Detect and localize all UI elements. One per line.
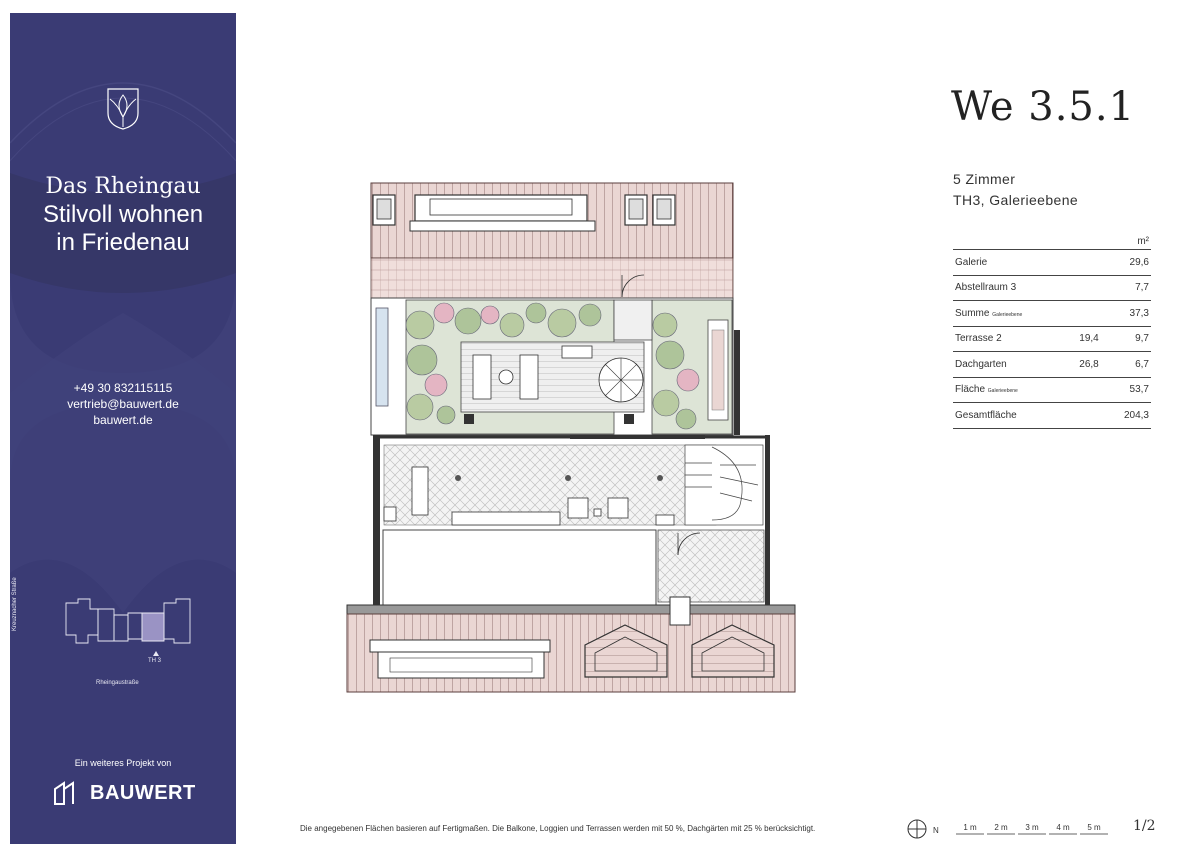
gallery-floor: [377, 437, 767, 607]
area-label-text: Dachgarten: [955, 358, 1007, 370]
roof-bottom: [347, 597, 795, 692]
sidebar: [10, 13, 236, 844]
scale-label: 1 m: [963, 823, 977, 832]
area-row: [953, 250, 1151, 276]
project-by-text: Ein weiteres Projekt von: [74, 758, 172, 768]
das-rheingau-logo: [106, 87, 140, 131]
unit-summary: [953, 169, 1078, 211]
website-link[interactable]: bauwert.de: [93, 413, 153, 427]
scale-label: 2 m: [994, 823, 1008, 832]
area-row: [953, 403, 1151, 429]
area-label-text: Terrasse 2: [955, 333, 1002, 345]
area-footnote: Die angegebenen Flächen basieren auf Fertigmaßen. Die Balkone, Loggien und Terrassen werden mit 50 %, Dachgärten mit 25 % berücksichtigt.: [300, 824, 816, 833]
area-gross-value: [1057, 301, 1109, 327]
phone-number[interactable]: +49 30 832115115: [73, 381, 173, 395]
area-value: 6,7: [1109, 352, 1151, 378]
area-row-label: [953, 377, 1057, 403]
room-count: 5 Zimmer: [953, 171, 1016, 187]
area-value: 29,6: [1109, 250, 1151, 276]
bauwert-mark-icon: [54, 781, 84, 805]
area-row: [953, 352, 1151, 378]
area-row-label: [953, 275, 1057, 301]
scale-label: 5 m: [1087, 823, 1101, 832]
site-location-map: [38, 589, 208, 709]
page-number: 1/2: [1133, 818, 1156, 834]
unit-location-label: TH 3: [148, 658, 162, 664]
scale-label: 3 m: [1025, 823, 1039, 832]
terrace-deck: [461, 342, 644, 424]
roof-strip: [371, 258, 733, 298]
area-label-text: Summe: [955, 307, 990, 319]
area-table: [953, 227, 1151, 429]
roof-top: [371, 183, 733, 258]
area-row-label: [953, 250, 1057, 276]
area-value: 204,3: [1109, 403, 1151, 429]
area-label-text: Galerie: [955, 256, 988, 268]
area-gross-value: [1057, 403, 1109, 429]
area-label-text: Abstellraum 3: [955, 282, 1017, 294]
sidebar-arch-pattern: [10, 13, 236, 844]
scale-bar: [956, 823, 1108, 834]
area-row-label: [953, 301, 1057, 327]
brand-name: BAUWERT: [90, 781, 196, 804]
area-label-text: Gesamtfläche: [955, 409, 1017, 421]
area-row-label: [953, 403, 1057, 429]
area-value: 37,3: [1109, 301, 1151, 327]
unit-title: We 3.5.1: [951, 84, 1136, 130]
area-row: [953, 301, 1151, 327]
bauwert-logo: [54, 781, 196, 805]
street-label-bottom: Rheingaustraße: [96, 680, 139, 686]
email-link[interactable]: vertrieb@bauwert.de: [67, 397, 179, 411]
area-table-header: [953, 227, 1151, 250]
area-row-label: [953, 352, 1057, 378]
area-value: 53,7: [1109, 377, 1151, 403]
claim-line-3: in Friedenau: [56, 229, 190, 256]
street-label-side: Kreuznacher Straße: [12, 577, 18, 631]
scale-label: 4 m: [1056, 823, 1070, 832]
unit-level: TH3, Galerieebene: [953, 192, 1079, 208]
area-label-subscript: Galerieebene: [992, 311, 1023, 318]
area-gross-value: [1057, 250, 1109, 276]
area-value: 9,7: [1109, 326, 1151, 352]
north-arrow-and-scale-bar: [906, 818, 1121, 840]
area-label-subscript: Galerieebene: [987, 388, 1018, 395]
area-gross-value: 26,8: [1057, 352, 1109, 378]
area-row: [953, 377, 1151, 403]
area-unit-label: m²: [953, 227, 1151, 250]
north-label: N: [933, 826, 939, 835]
floor-plan: [340, 175, 810, 700]
area-label-text: Fläche: [955, 384, 986, 396]
claim-line-2: Stilvoll wohnen: [42, 201, 204, 228]
area-gross-value: [1057, 275, 1109, 301]
area-gross-value: 19,4: [1057, 326, 1109, 352]
area-row-label: [953, 326, 1057, 352]
contact-block: [10, 380, 236, 428]
area-gross-value: [1057, 377, 1109, 403]
claim-line-1: Das Rheingau: [45, 174, 201, 199]
area-row: [953, 326, 1151, 352]
north-arrow-icon: [908, 820, 926, 838]
area-row: [953, 275, 1151, 301]
area-value: 7,7: [1109, 275, 1151, 301]
project-claim: [10, 173, 236, 257]
